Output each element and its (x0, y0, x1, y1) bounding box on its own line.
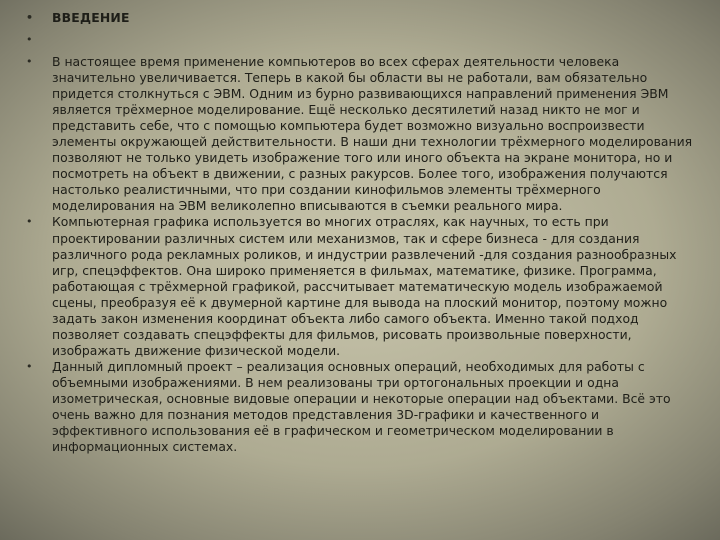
section-heading: ВВЕДЕНИЕ (52, 10, 130, 25)
paragraph-item (26, 214, 698, 358)
heading-item (26, 10, 698, 32)
bullet-icon: • (26, 359, 33, 373)
paragraph-text: В настоящее время применение компьютеров во всех сферах деятельности человека значительно увеличивается. Теперь в какой бы области вы не работали, вам обязательно придется столкнуться с ЭВМ. Одним из бурно развивающихся направлений применения ЭВМ является трёхмерное моделирование. Ещё несколько десятилетий назад никто не мог и представить себе, что с помощью компьютера будет возможно визуально воспроизвести элементы окружающей действительности. В наши дни технологии трёхмерного моделирования позволяют не только увидеть изображение того или иного объекта на экране монитора, но и посмотреть на объект в движении, с разных ракурсов. Более того, изображения получаются настолько реалистичными, что при создании кинофильмов элементы трёхмерного моделирования на ЭВМ великолепно вписываются в съемки реального мира. (52, 54, 693, 214)
paragraph-item (26, 359, 698, 455)
bullet-icon: • (26, 33, 33, 46)
bullet-icon: • (26, 11, 34, 24)
paragraph-text: Компьютерная графика используется во многих отраслях, как научных, то есть при проектировании различных систем или механизмов, так и сфере бизнеса - для создания различного рода рекламных роликов, и индустрии развлечений -для создания разнообразных игр, спецэффектов. Она широко применяется в фильмах, математике, физике. Программа, работающая с трёхмерной графикой, рассчитывает математическую модель изображаемой сцены, преобразуя её к двумерной картине для вывода на плоский монитор, поэтому можно задать закон изменения координат объекта либо самого объекта. Именно такой подход позволяет создавать спецэффекты для фильмов, рисовать произвольные поверхности, изображать движение физической модели. (52, 214, 677, 358)
bullet-icon: • (26, 55, 33, 68)
bullet-icon: • (26, 215, 33, 229)
empty-bullet-item (26, 32, 698, 54)
bullet-list (26, 10, 698, 455)
paragraph-text: Данный дипломный проект – реализация основных операций, необходимых для работы с объемными изображениями. В нем реализованы три ортогональных проекции и одна изометрическая, основные видовые операции и некоторые операции над объектами. Всё это очень важно для познания методов представления 3D-графики и качественного и эффективного использования её в графическом и геометрическом моделировании в информационных системах. (52, 358, 671, 455)
paragraph-item (26, 54, 698, 214)
